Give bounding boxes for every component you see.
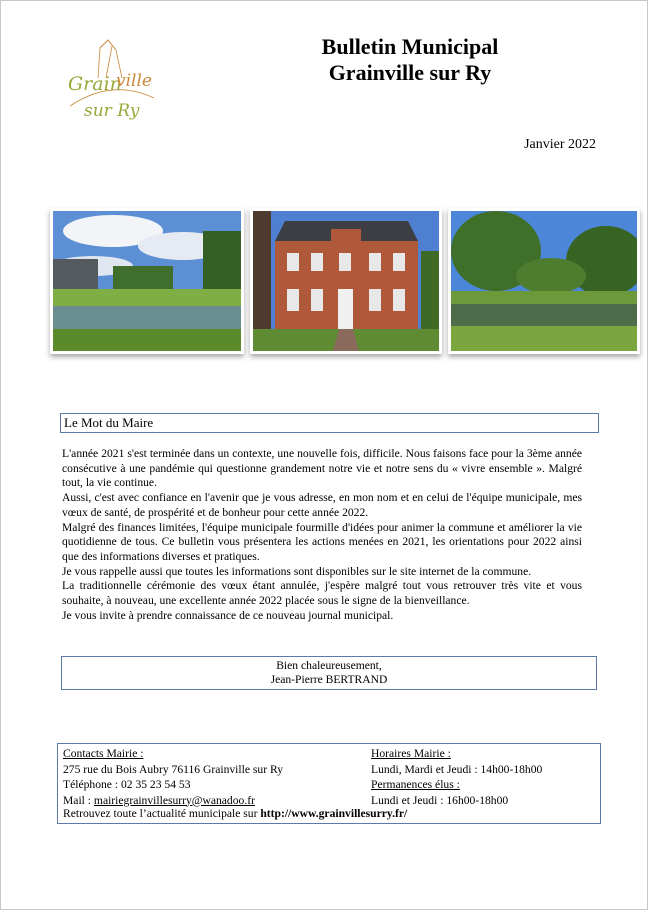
- section-title: Le Mot du Maire: [64, 415, 154, 430]
- hours-value: Lundi, Mardi et Jeudi : 14h00-18h00: [371, 762, 543, 776]
- contacts-heading: Contacts Mairie :: [63, 747, 144, 760]
- section-title-box: [60, 413, 599, 433]
- website-link[interactable]: http://www.grainvillesurry.fr/: [260, 807, 408, 820]
- logo-text-1: Grain: [68, 73, 122, 95]
- signature-name: Jean-Pierre BERTRAND: [270, 673, 388, 686]
- message-paragraph: Aussi, c'est avec confiance en l'avenir que je vous adresse, en mon nom et en celui de l'équipe municipale, mes vœux de santé, de prospérité et de bonheur pour cette année 2022.: [62, 491, 582, 519]
- hours-heading: Horaires Mairie :: [371, 747, 451, 760]
- permanences-heading: Permanences élus :: [371, 778, 460, 791]
- message-paragraph: La traditionnelle cérémonie des vœux étant annulée, j'espère malgré tout vous retrouver très vite et vous souhaite, à nouveau, une excellente année 2022 placée sous le signe de la bienveillance.: [62, 579, 582, 608]
- permanences-value: Lundi et Jeudi : 16h00-18h00: [371, 793, 509, 807]
- contact-phone: Téléphone : 02 35 23 54 53: [63, 778, 191, 791]
- signature-box: [61, 656, 597, 690]
- photo-pond: [50, 208, 244, 354]
- contact-box: [57, 743, 601, 824]
- logo-text-3: sur Ry: [84, 101, 140, 121]
- photo-park: [448, 208, 640, 354]
- contact-mail-label: Mail :: [63, 793, 94, 807]
- message-paragraph: L'année 2021 s'est terminée dans un contexte, une nouvelle fois, difficile. Nous faisons face pour la 3ème année consécutive à une pandémie qui questionne grandement notre vie et notre sens du « vivre ensemble ». Malgré tout, la vie continue.: [62, 447, 582, 490]
- hours-column: [371, 746, 596, 808]
- contact-mail-link[interactable]: mairiegrainvillesurry@wanadoo.fr: [93, 793, 255, 807]
- mayor-message: [62, 447, 582, 623]
- logo-text-2: ville: [116, 71, 152, 91]
- message-paragraph: Je vous rappelle aussi que toutes les informations sont disponibles sur le site internet de la commune.: [62, 564, 532, 578]
- commune-logo: [62, 38, 162, 128]
- contact-address: 275 rue du Bois Aubry 76116 Grainville sur Ry: [63, 762, 284, 776]
- signature-greeting: Bien chaleureusement,: [276, 659, 382, 672]
- title-line-1: Bulletin Municipal: [321, 34, 499, 59]
- issue-date: Janvier 2022: [524, 137, 596, 152]
- message-paragraph: Malgré des finances limitées, l'équipe municipale fourmille d'idées pour animer la commune et améliorer la vie quotidienne de tous. Ce bulletin vous présentera les actions menées en 2021, les orientations pour 2022 ainsi que des informations diverses et pratiques.: [62, 520, 582, 563]
- contacts-column: [63, 746, 363, 808]
- bulletin-title: [250, 34, 570, 86]
- photo-strip: [50, 208, 643, 356]
- website-prefix: Retrouvez toute l’actualité municipale sur: [63, 807, 261, 820]
- title-line-2: Grainville sur Ry: [328, 60, 492, 85]
- photo-town-hall: [250, 208, 442, 354]
- website-row: [63, 806, 593, 822]
- message-paragraph: Je vous invite à prendre connaissance de ce nouveau journal municipal.: [62, 608, 394, 622]
